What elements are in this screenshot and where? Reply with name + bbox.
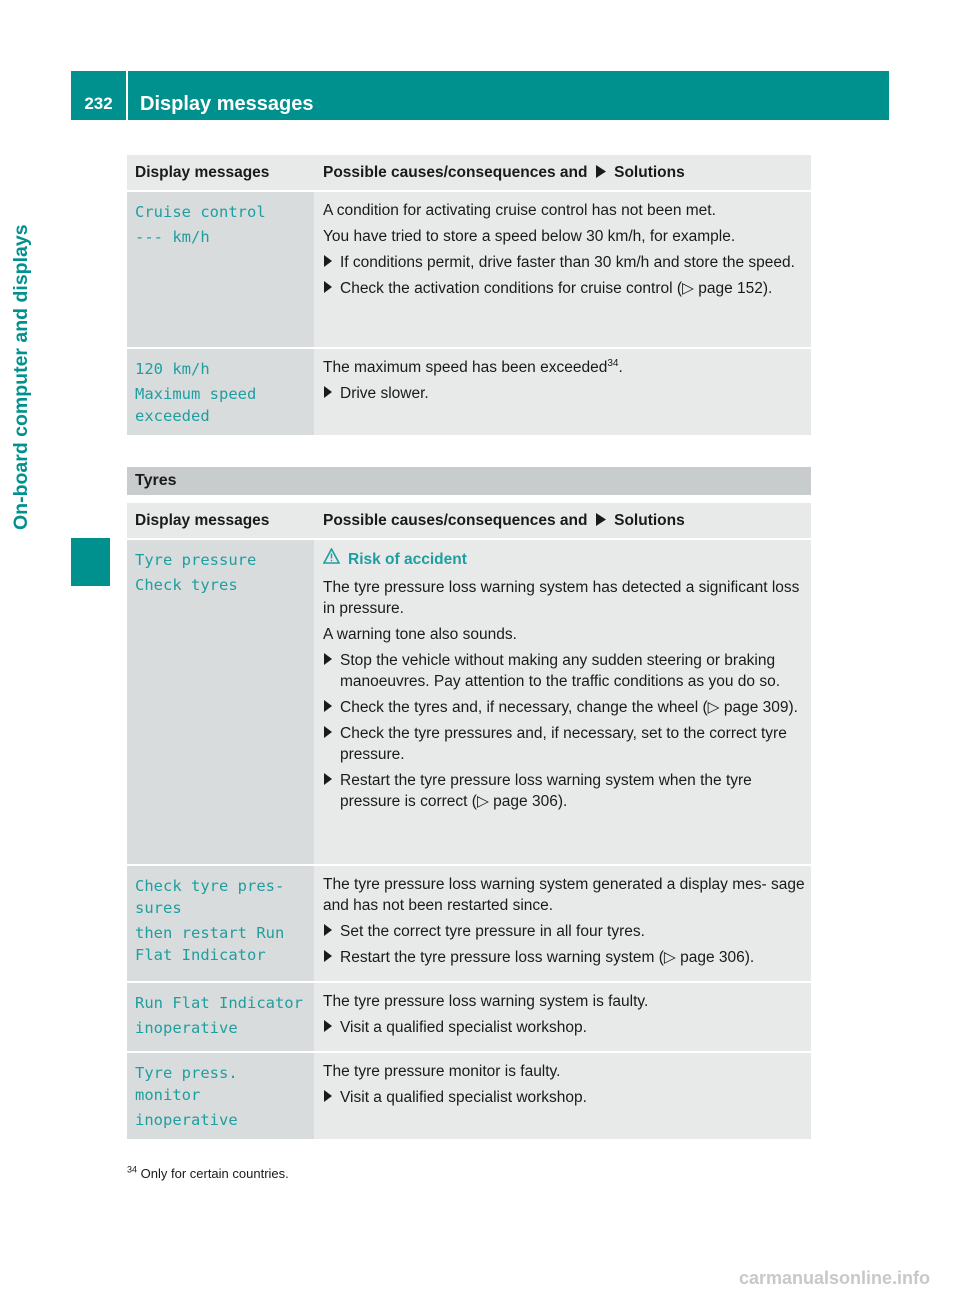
description-text xyxy=(323,1061,805,1082)
description-text xyxy=(323,200,805,221)
instruction-item xyxy=(323,252,805,273)
description-text xyxy=(323,874,805,916)
instruction-text: Visit a qualified specialist workshop. xyxy=(340,1089,587,1106)
table-row xyxy=(127,538,811,864)
description-text: The maximum speed has been exceeded$^{34}$. xyxy=(323,357,623,376)
display-message-text: inoperative xyxy=(135,1111,238,1129)
instruction-item xyxy=(323,650,805,692)
play-arrow-icon xyxy=(323,697,340,718)
instruction-item xyxy=(323,770,805,812)
play-arrow-icon xyxy=(323,650,340,692)
play-arrow-icon xyxy=(592,512,610,529)
header-col-messages: Display messages xyxy=(135,163,270,181)
instruction-text: Visit a qualified specialist workshop. xyxy=(340,1019,587,1036)
description-text xyxy=(323,624,805,645)
footnote-ref: 34 xyxy=(607,357,619,369)
solution-cell xyxy=(314,1053,811,1139)
play-arrow-icon xyxy=(592,164,610,181)
footnote-number: 34 xyxy=(127,1164,138,1175)
display-message-text: Tyre pressure xyxy=(135,551,257,569)
display-message-text: inoperative xyxy=(135,1019,238,1037)
instruction-item xyxy=(323,278,805,299)
table-header xyxy=(127,503,811,538)
header-col2-text: Possible causes/consequences and xyxy=(323,163,588,181)
play-arrow-icon xyxy=(323,1087,340,1108)
warning-note xyxy=(323,548,805,570)
table-row xyxy=(127,1051,811,1139)
display-messages-table-1 xyxy=(127,155,811,435)
instruction-item xyxy=(323,697,805,718)
display-message-text: Cruise control xyxy=(135,203,266,221)
play-arrow-icon xyxy=(323,921,340,942)
instruction-item xyxy=(323,947,805,968)
solution-cell xyxy=(314,866,811,981)
instruction-text: Drive slower. xyxy=(340,385,429,402)
header-col2-suffix: Solutions xyxy=(614,511,685,529)
watermark: carmanualsonline.info xyxy=(738,1268,930,1288)
instruction-text: Restart the tyre pressure loss warning system when the tyre pressure is correct (▷ page 306). xyxy=(340,772,752,810)
footnote-text: Only for certain countries. xyxy=(140,1166,289,1181)
description-span: A condition for activating cruise control has not been met. xyxy=(323,202,716,219)
play-arrow-icon xyxy=(323,278,340,299)
footnote xyxy=(127,1166,289,1181)
play-arrow-icon xyxy=(323,1017,340,1038)
instruction-text: Check the tyre pressures and, if necessary, set to the correct tyre pressure. xyxy=(340,725,787,763)
header-col-messages: Display messages xyxy=(135,511,270,529)
display-message-cell xyxy=(127,866,314,981)
display-message-text: Run Flat Indicator xyxy=(135,994,303,1012)
description-span: You have tried to store a speed below 30 km/h, for example. xyxy=(323,228,736,245)
table-row xyxy=(127,981,811,1051)
table-header xyxy=(127,155,811,190)
description-span: The tyre pressure loss warning system has detected a significant loss in pressure. xyxy=(323,579,800,617)
solution-cell xyxy=(314,540,811,864)
display-message-text: Check tyre pres‐ sures xyxy=(135,877,285,917)
solution-cell xyxy=(314,192,811,347)
instruction-text: Restart the tyre pressure loss warning system (▷ page 306). xyxy=(340,949,755,966)
description-span: The tyre pressure loss warning system generated a display mes‐ sage and has not been restarted since. xyxy=(323,876,805,914)
table-row xyxy=(127,864,811,981)
header-col2-text: Possible causes/consequences and xyxy=(323,511,588,529)
instruction-item xyxy=(323,1017,805,1038)
play-arrow-icon xyxy=(323,947,340,968)
instruction-text: Set the correct tyre pressure in all four tyres. xyxy=(340,923,645,940)
header-divider xyxy=(126,71,128,120)
warning-label: Risk of accident xyxy=(348,550,467,568)
description-text xyxy=(323,991,805,1012)
display-message-cell xyxy=(127,349,314,435)
section-title-tyres: Tyres xyxy=(127,467,811,495)
instruction-text: Stop the vehicle without making any sudden steering or braking manoeuvres. Pay attention to the traffic conditions as you do so. xyxy=(340,652,781,690)
display-message-cell xyxy=(127,983,314,1051)
description-text xyxy=(323,577,805,619)
header-col-solutions xyxy=(314,512,685,530)
play-arrow-icon xyxy=(323,252,340,273)
warning-triangle-icon xyxy=(323,548,348,570)
instruction-text: Check the activation conditions for cruise control (▷ page 152). xyxy=(340,280,773,297)
page-title: Display messages xyxy=(140,93,314,115)
display-message-cell xyxy=(127,1053,314,1139)
display-message-text: Check tyres xyxy=(135,576,238,594)
header-col2-suffix: Solutions xyxy=(614,163,685,181)
header-col-solutions xyxy=(314,164,685,182)
instruction-text: Check the tyres and, if necessary, change the wheel (▷ page 309). xyxy=(340,699,798,716)
display-message-text: Maximum speed exceeded xyxy=(135,385,257,425)
instruction-item xyxy=(323,383,805,404)
display-message-cell xyxy=(127,540,314,864)
instruction-item xyxy=(323,1087,805,1108)
description-span: The maximum speed has been exceeded xyxy=(323,359,608,376)
side-chapter-block xyxy=(71,538,110,586)
display-message-text: --- km/h xyxy=(135,228,210,246)
description-text xyxy=(323,226,805,247)
display-message-text: Tyre press. monitor xyxy=(135,1064,238,1104)
table-row xyxy=(127,347,811,435)
display-message-cell xyxy=(127,192,314,347)
description-span: The tyre pressure monitor is faulty. xyxy=(323,1063,561,1080)
page-number: 232 xyxy=(84,94,113,113)
instruction-text: If conditions permit, drive faster than 30 km/h and store the speed. xyxy=(340,254,795,271)
display-messages-table-2 xyxy=(127,503,811,1139)
table-row xyxy=(127,190,811,347)
solution-cell xyxy=(314,349,811,435)
instruction-item xyxy=(323,921,805,942)
display-message-text: then restart Run Flat Indicator xyxy=(135,924,285,964)
solution-cell xyxy=(314,983,811,1051)
display-message-text: 120 km/h xyxy=(135,360,210,378)
description-span: The tyre pressure loss warning system is faulty. xyxy=(323,993,649,1010)
side-chapter-label: On-board computer and displays xyxy=(10,224,32,530)
play-arrow-icon xyxy=(323,770,340,812)
play-arrow-icon xyxy=(323,723,340,765)
description-span: A warning tone also sounds. xyxy=(323,626,517,643)
play-arrow-icon xyxy=(323,383,340,404)
instruction-item xyxy=(323,723,805,765)
